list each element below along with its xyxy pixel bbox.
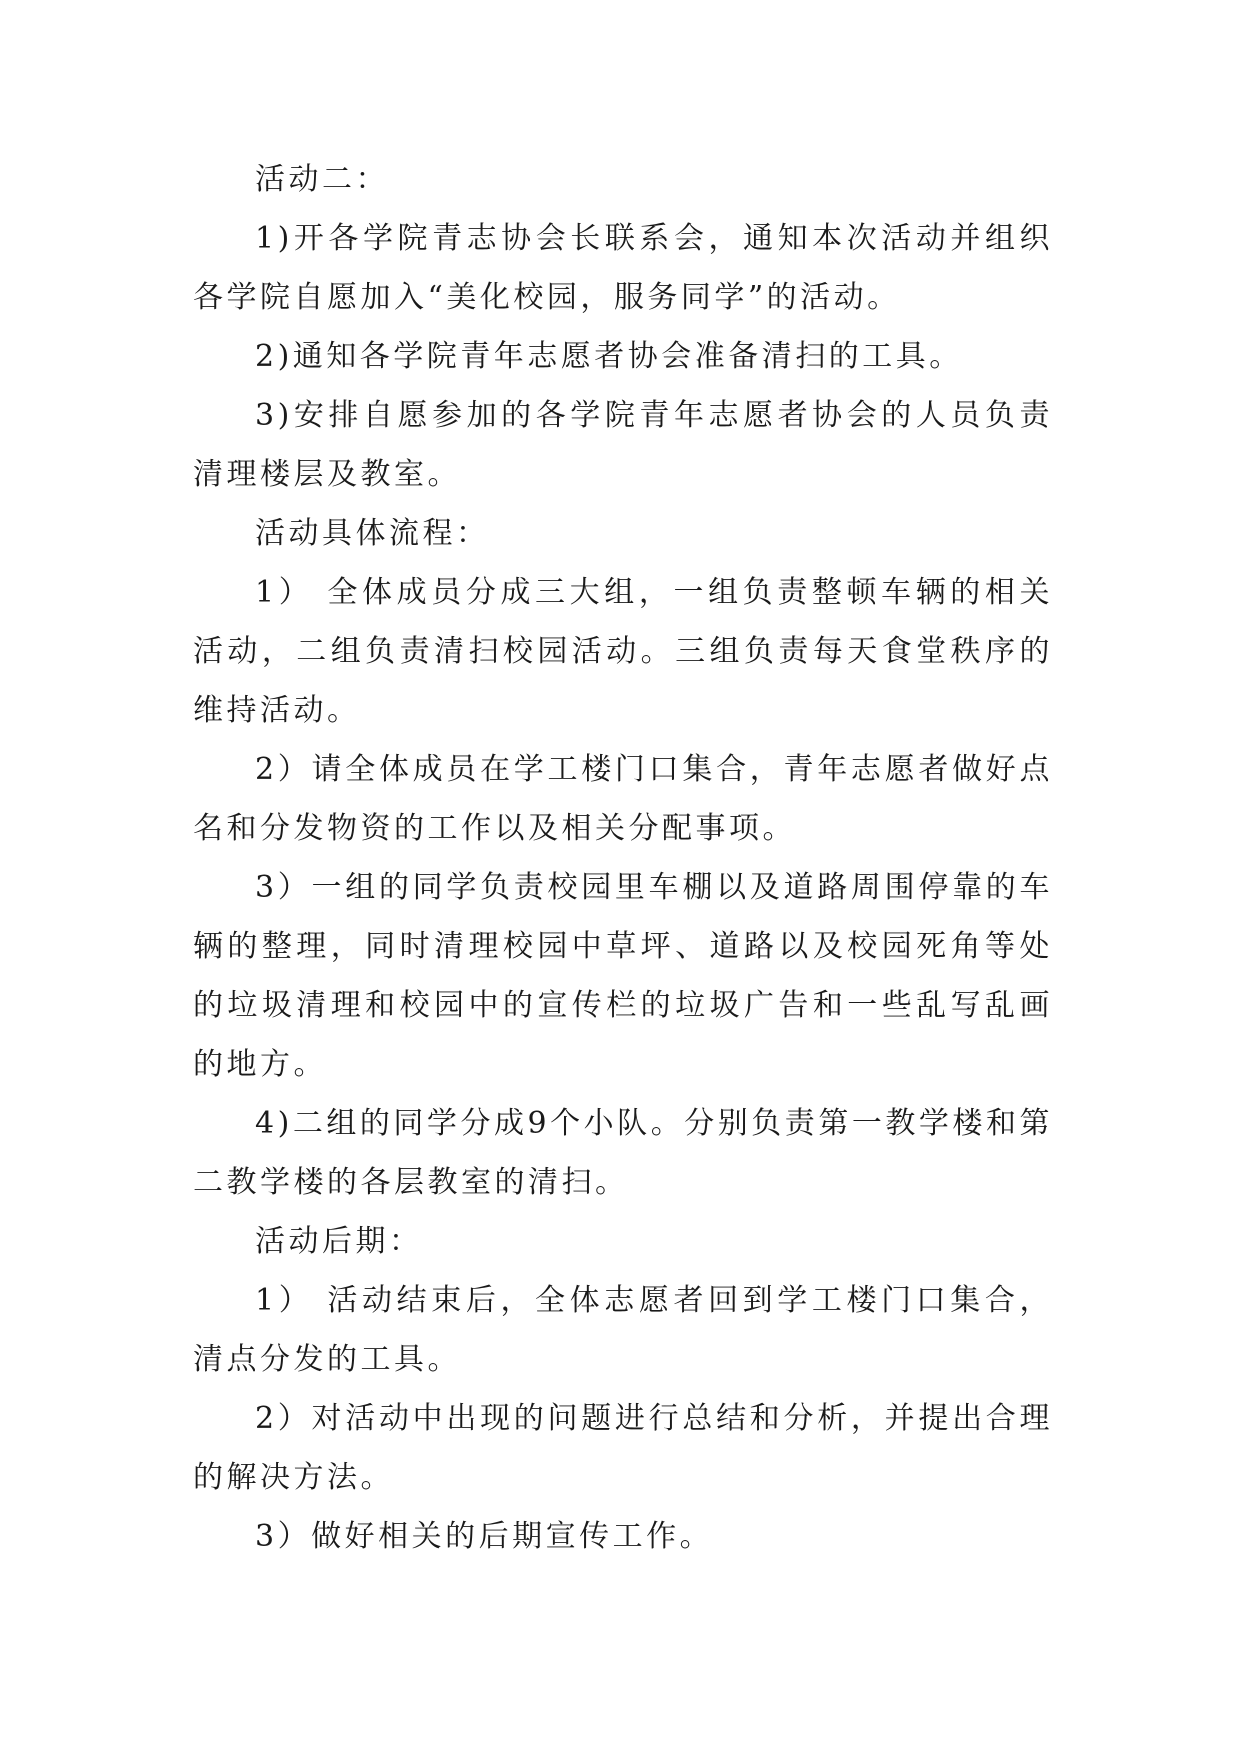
paragraph: 3)安排自愿参加的各学院青年志愿者协会的人员负责清理楼层及教室。 [193, 398, 1053, 492]
section-heading-later-stage: 活动后期： [255, 1224, 423, 1259]
paragraph: 2)通知各学院青年志愿者协会准备清扫的工具。 [255, 339, 963, 374]
section-heading-activity-two: 活动二： [255, 162, 389, 197]
paragraph: 2）请全体成员在学工楼门口集合，青年志愿者做好点名和分发物资的工作以及相关分配事项。 [193, 752, 1053, 846]
paragraph: 1)开各学院青志协会长联系会，通知本次活动并组织各学院自愿加入“美化校园，服务同学”的活动。 [193, 221, 1053, 315]
paragraph: 1） 全体成员分成三大组，一组负责整顿车辆的相关活动，二组负责清扫校园活动。三组负责每天食堂秩序的维持活动。 [193, 575, 1053, 728]
section-heading-process: 活动具体流程： [255, 516, 490, 551]
paragraph: 3）一组的同学负责校园里车棚以及道路周围停靠的车辆的整理，同时清理校园中草坪、道路以及校园死角等处的垃圾清理和校园中的宣传栏的垃圾广告和一些乱写乱画的地方。 [193, 870, 1053, 1082]
paragraph: 3）做好相关的后期宣传工作。 [255, 1519, 714, 1554]
paragraph: 1） 活动结束后，全体志愿者回到学工楼门口集合，清点分发的工具。 [193, 1283, 1053, 1377]
document-body [193, 150, 1053, 1566]
paragraph: 2）对活动中出现的问题进行总结和分析，并提出合理的解决方法。 [193, 1401, 1053, 1495]
paragraph: 4)二组的同学分成9个小队。分别负责第一教学楼和第二教学楼的各层教室的清扫。 [193, 1106, 1053, 1200]
